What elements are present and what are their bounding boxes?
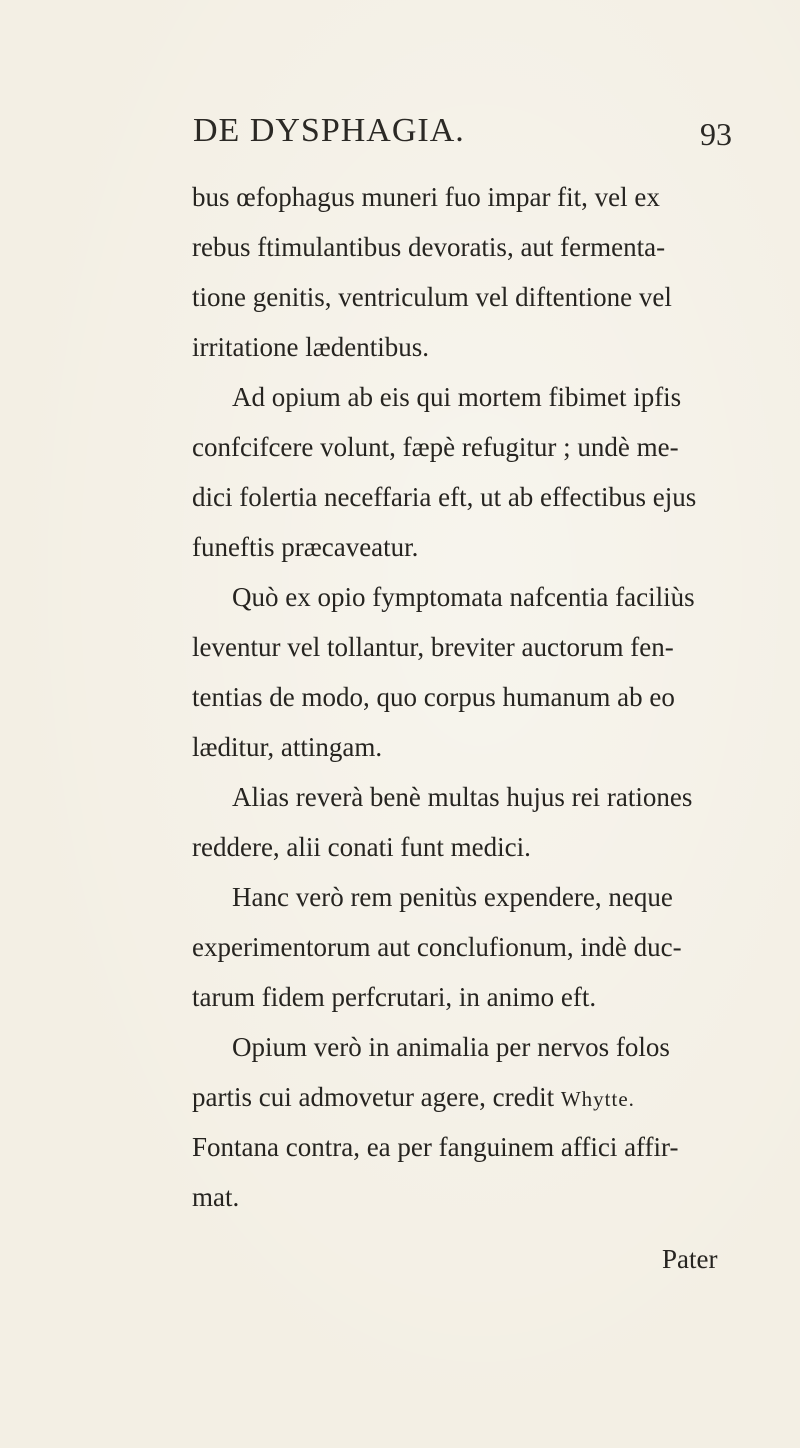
text-line-part: partis cui admovetur agere, credit <box>192 1082 561 1112</box>
paragraph-start-line: Alias reverà benè multas hujus rei rationes <box>232 782 693 812</box>
page-number: 93 <box>700 116 732 152</box>
text-line: funeftis præcaveatur. <box>192 532 419 562</box>
author-name: Whytte. <box>560 1087 635 1111</box>
paragraph-start-line: Hanc verò rem penitùs expendere, neque <box>232 882 673 912</box>
text-line: Fontana contra, ea per fanguinem affici affir- <box>192 1132 679 1162</box>
text-line: mat. <box>192 1182 240 1212</box>
text-line: irritatione lædentibus. <box>192 332 429 362</box>
text-line: experimentorum aut conclufionum, indè duc- <box>192 932 682 962</box>
text-line: dici folertia neceffaria eft, ut ab effectibus ejus <box>192 482 697 512</box>
text-line <box>192 1084 635 1111</box>
catchword: Pater <box>662 1244 718 1274</box>
text-line: tentias de modo, quo corpus humanum ab eo <box>192 682 675 712</box>
text-line: reddere, alii conati funt medici. <box>192 832 531 862</box>
paragraph-start-line: Opium verò in animalia per nervos folos <box>232 1032 670 1062</box>
paragraph-start-line: Ad opium ab eis qui mortem fibimet ipfis <box>232 382 682 412</box>
text-line: leventur vel tollantur, breviter auctorum fen- <box>192 632 674 662</box>
text-line: tarum fidem perfcrutari, in animo eft. <box>192 982 597 1012</box>
paragraph-start-line: Quò ex opio fymptomata nafcentia faciliùs <box>232 582 695 612</box>
text-line: bus œfophagus muneri fuo impar fit, vel ex <box>192 182 660 212</box>
text-line: rebus ftimulantibus devoratis, aut fermenta- <box>192 232 666 262</box>
running-title: DE DYSPHAGIA. <box>193 112 465 149</box>
text-line: læditur, attingam. <box>192 732 383 762</box>
text-line: confcifcere volunt, fæpè refugitur ; undè me- <box>192 432 679 462</box>
text-line: tione genitis, ventriculum vel diftentione vel <box>192 282 672 312</box>
